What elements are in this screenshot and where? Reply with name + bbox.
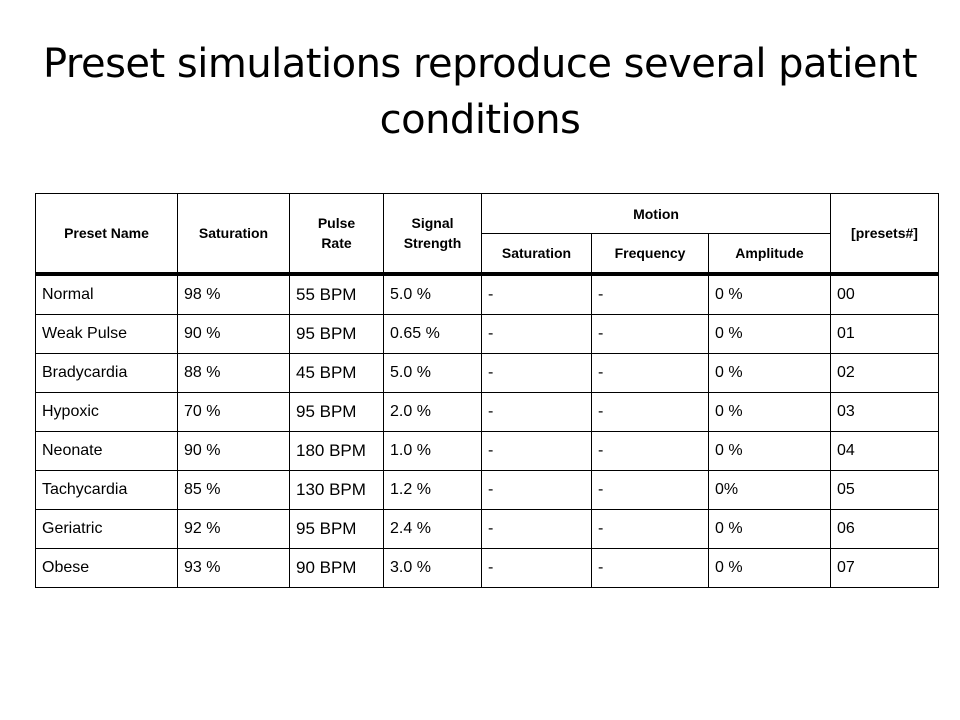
cell-pulse-rate: 180 BPM <box>290 432 384 471</box>
cell-signal-strength: 0.65 % <box>384 315 482 354</box>
table-row <box>36 549 939 588</box>
cell-signal-strength: 1.0 % <box>384 432 482 471</box>
cell-motion-amplitude: 0 % <box>709 354 831 393</box>
cell-saturation: 90 % <box>178 432 290 471</box>
header-pulse-rate-line2: Rate <box>321 235 352 251</box>
cell-preset-number: 04 <box>831 432 939 471</box>
table-row <box>36 274 939 315</box>
header-pulse-rate <box>290 194 384 275</box>
header-row <box>36 194 939 234</box>
cell-motion-amplitude: 0 % <box>709 510 831 549</box>
cell-preset-name: Tachycardia <box>36 471 178 510</box>
cell-signal-strength: 1.2 % <box>384 471 482 510</box>
table-row <box>36 354 939 393</box>
header-pulse-rate-line1: Pulse <box>317 215 356 231</box>
cell-motion-saturation: - <box>482 510 592 549</box>
header-motion-frequency: Frequency <box>592 234 709 275</box>
header-motion-amplitude: Amplitude <box>709 234 831 275</box>
cell-motion-saturation: - <box>482 471 592 510</box>
cell-pulse-rate: 130 BPM <box>290 471 384 510</box>
cell-preset-number: 05 <box>831 471 939 510</box>
cell-motion-amplitude: 0 % <box>709 274 831 315</box>
preset-table-container <box>35 193 938 588</box>
header-signal-strength <box>384 194 482 275</box>
cell-preset-name: Hypoxic <box>36 393 178 432</box>
cell-signal-strength: 2.4 % <box>384 510 482 549</box>
header-preset-name: Preset Name <box>36 194 178 275</box>
cell-motion-saturation: - <box>482 354 592 393</box>
cell-motion-saturation: - <box>482 432 592 471</box>
header-saturation: Saturation <box>178 194 290 275</box>
cell-saturation: 90 % <box>178 315 290 354</box>
cell-motion-frequency: - <box>592 354 709 393</box>
header-presets: [presets#] <box>831 194 939 275</box>
cell-preset-number: 07 <box>831 549 939 588</box>
cell-motion-saturation: - <box>482 393 592 432</box>
header-motion-saturation: Saturation <box>482 234 592 275</box>
cell-saturation: 88 % <box>178 354 290 393</box>
cell-motion-frequency: - <box>592 393 709 432</box>
table-row <box>36 315 939 354</box>
cell-motion-frequency: - <box>592 549 709 588</box>
cell-motion-frequency: - <box>592 315 709 354</box>
header-signal-strength-line1: Signal <box>411 215 454 231</box>
table-row <box>36 471 939 510</box>
cell-motion-frequency: - <box>592 432 709 471</box>
preset-table <box>35 193 939 588</box>
cell-motion-amplitude: 0 % <box>709 393 831 432</box>
cell-preset-name: Bradycardia <box>36 354 178 393</box>
cell-motion-saturation: - <box>482 549 592 588</box>
cell-motion-amplitude: 0 % <box>709 432 831 471</box>
cell-pulse-rate: 55 BPM <box>290 274 384 315</box>
cell-signal-strength: 3.0 % <box>384 549 482 588</box>
cell-pulse-rate: 45 BPM <box>290 354 384 393</box>
header-motion: Motion <box>482 194 831 234</box>
cell-preset-name: Obese <box>36 549 178 588</box>
cell-saturation: 70 % <box>178 393 290 432</box>
cell-motion-amplitude: 0 % <box>709 315 831 354</box>
cell-preset-name: Normal <box>36 274 178 315</box>
cell-preset-number: 00 <box>831 274 939 315</box>
cell-preset-number: 03 <box>831 393 939 432</box>
cell-saturation: 85 % <box>178 471 290 510</box>
cell-saturation: 98 % <box>178 274 290 315</box>
cell-motion-amplitude: 0% <box>709 471 831 510</box>
cell-preset-number: 06 <box>831 510 939 549</box>
table-row <box>36 510 939 549</box>
cell-motion-frequency: - <box>592 274 709 315</box>
cell-pulse-rate: 95 BPM <box>290 510 384 549</box>
cell-motion-saturation: - <box>482 274 592 315</box>
cell-saturation: 93 % <box>178 549 290 588</box>
cell-preset-number: 01 <box>831 315 939 354</box>
cell-signal-strength: 2.0 % <box>384 393 482 432</box>
table-row <box>36 393 939 432</box>
cell-pulse-rate: 90 BPM <box>290 549 384 588</box>
slide-title: Preset simulations reproduce several patient conditions <box>42 41 918 143</box>
cell-signal-strength: 5.0 % <box>384 354 482 393</box>
table-row <box>36 432 939 471</box>
cell-preset-number: 02 <box>831 354 939 393</box>
cell-signal-strength: 5.0 % <box>384 274 482 315</box>
cell-motion-frequency: - <box>592 471 709 510</box>
cell-motion-saturation: - <box>482 315 592 354</box>
cell-preset-name: Weak Pulse <box>36 315 178 354</box>
cell-pulse-rate: 95 BPM <box>290 315 384 354</box>
header-signal-strength-line2: Strength <box>403 235 462 251</box>
cell-preset-name: Neonate <box>36 432 178 471</box>
cell-pulse-rate: 95 BPM <box>290 393 384 432</box>
cell-motion-amplitude: 0 % <box>709 549 831 588</box>
cell-saturation: 92 % <box>178 510 290 549</box>
cell-motion-frequency: - <box>592 510 709 549</box>
cell-preset-name: Geriatric <box>36 510 178 549</box>
